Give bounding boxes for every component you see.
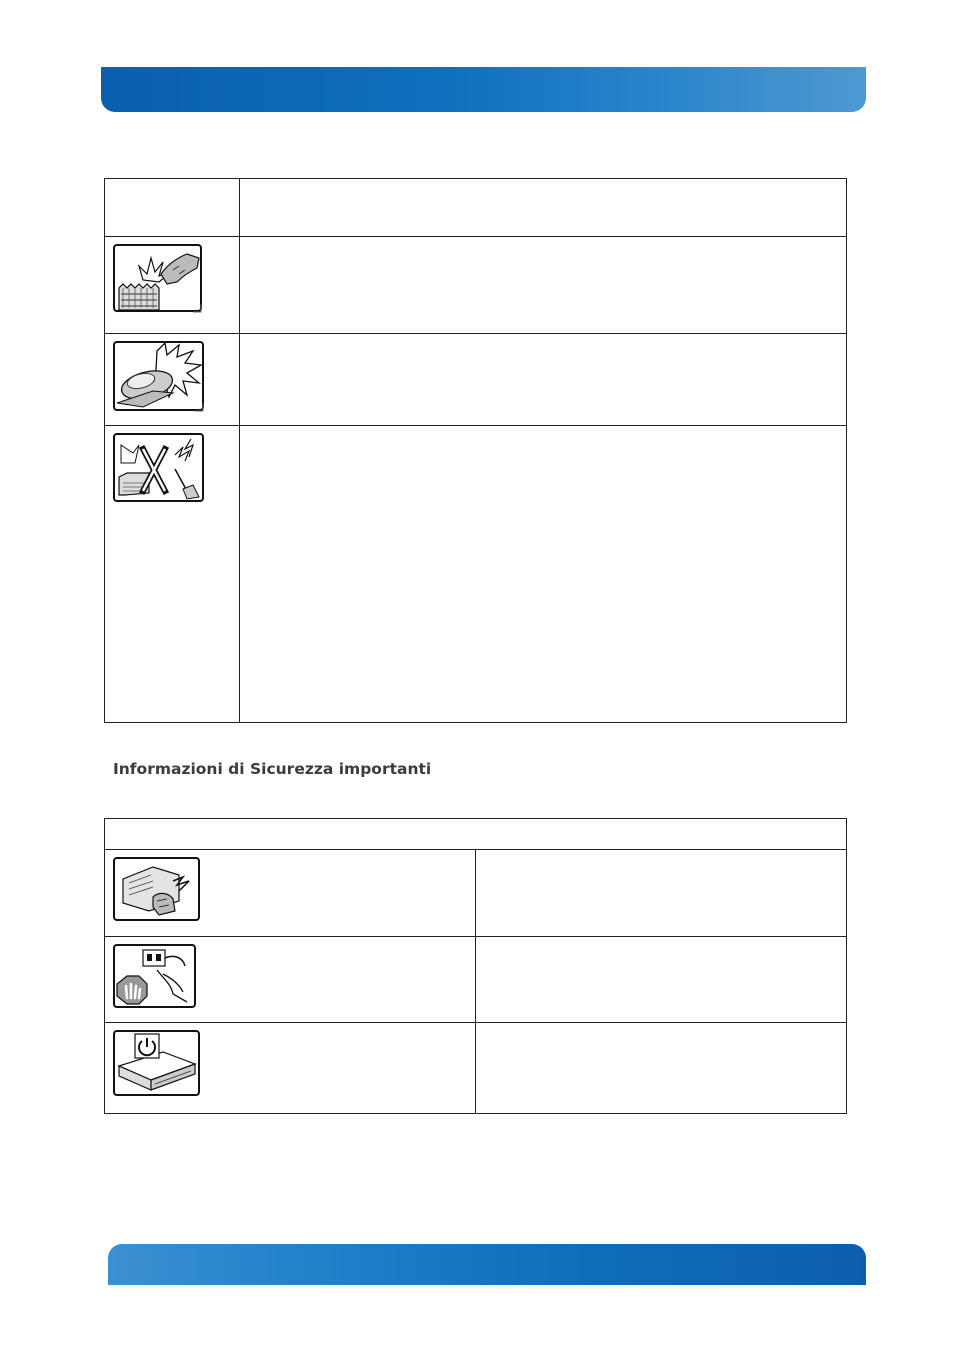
header-icon-cell [105, 179, 240, 237]
table-row [105, 426, 847, 723]
power-off-icon [105, 1023, 475, 1098]
electric-shock-text [476, 850, 847, 937]
table-row [105, 850, 847, 937]
table-row [105, 937, 847, 1023]
table-row [105, 237, 847, 334]
section-heading: Informazioni di Sicurezza importanti [113, 760, 432, 778]
hot-surface-text [240, 237, 847, 334]
footer-banner [108, 1244, 866, 1285]
table-header-row [105, 179, 847, 237]
header-text-cell [240, 179, 847, 237]
unplug-power-text [476, 937, 847, 1023]
battery-explosion-icon [105, 334, 239, 413]
safety-information-table [104, 818, 847, 1114]
electric-shock-icon [105, 850, 475, 923]
safety-symbols-table [104, 178, 847, 723]
power-off-text [476, 1023, 847, 1114]
table-row [105, 334, 847, 426]
hot-surface-icon [105, 237, 239, 314]
table-header-row [105, 819, 847, 850]
table-row [105, 1023, 847, 1114]
unplug-power-icon [105, 937, 475, 1010]
esd-warning-icon [105, 426, 239, 505]
header-banner [101, 67, 866, 112]
esd-warning-text [240, 426, 847, 723]
battery-warning-text [240, 334, 847, 426]
header-cell [105, 819, 847, 850]
